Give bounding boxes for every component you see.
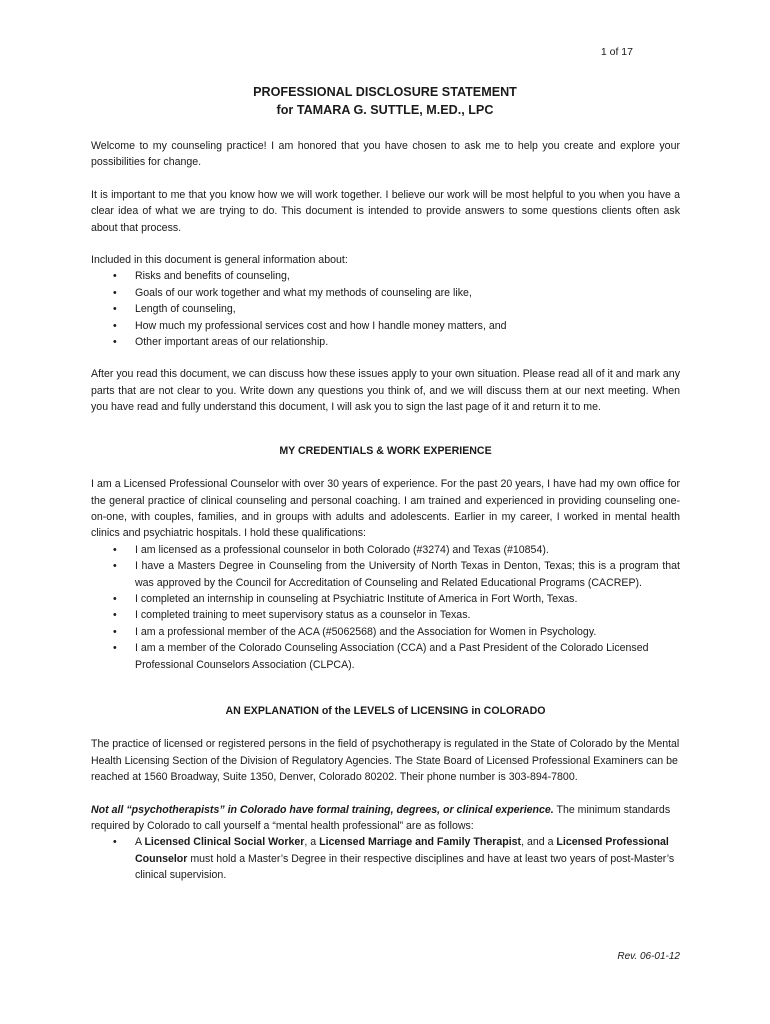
section-heading-licensing: AN EXPLANATION of the LEVELS of LICENSING in COLORADO <box>225 704 546 717</box>
bullet-icon: • <box>113 560 117 573</box>
emphasis-text: Not all “psychotherapists” in Colorado have formal training, degrees, or clinical experience. <box>91 803 554 816</box>
list-item: • Other important areas of our relationship. <box>91 334 680 350</box>
list-item: • I am a member of the Colorado Counseling Association (CCA) and a Past President of the Colorado Licensed Professional Counselors Association (CLPCA). <box>113 642 649 671</box>
list-item: • I completed training to meet supervisory status as a counselor in Texas. <box>91 607 680 623</box>
bullet-icon: • <box>113 336 117 349</box>
list-item: • I completed an internship in counseling at Psychiatric Institute of America in Fort Worth, Texas. <box>91 591 680 607</box>
credentials-list <box>91 542 680 673</box>
list-item: • I have a Masters Degree in Counseling from the University of North Texas in Denton, Texas; this is a program that was approved by the Council for Accreditation of Counseling and Related Educational Programs (CACREP). <box>113 560 680 589</box>
bullet-icon: • <box>113 303 117 316</box>
bullet-icon: • <box>113 625 117 638</box>
bullet-icon: • <box>113 642 117 655</box>
page-number: 1 of 17 <box>600 46 633 58</box>
bullet-icon: • <box>113 609 117 622</box>
bullet-icon: • <box>113 319 117 332</box>
list-item: • How much my professional services cost and how I handle money matters, and <box>91 318 680 334</box>
bullet-icon: • <box>113 543 117 556</box>
paragraph-not-all: Not all “psychotherapists” in Colorado have formal training, degrees, or clinical experience. The minimum standards required by Colorado to call yourself a “mental health professional” are as follows: <box>91 803 671 832</box>
paragraph-welcome: Welcome to my counseling practice! I am honored that you have chosen to ask me to help you create and explore your possibilities for change. <box>91 140 680 169</box>
document-body <box>91 138 680 884</box>
paragraph-practice: The practice of licensed or registered persons in the field of psychotherapy is regulated in the State of Colorado by the Mental Health Licensing Section of the Division of Regulatory Agencies. The State Board of Licensed Professional Examiners can be reached at 1560 Broadway, Suite 1350, Denver, Colorado 80202. Their phone number is 303-894-7800. <box>91 738 680 784</box>
bullet-icon: • <box>113 592 117 605</box>
bullet-icon: • <box>113 836 117 849</box>
bullet-icon: • <box>113 270 117 283</box>
standards-list <box>91 834 680 883</box>
bullet-icon: • <box>113 286 117 299</box>
paragraph-after: After you read this document, we can discuss how these issues apply to your own situation. Please read all of it and mark any parts that are not clear to you. Write down any questions you think of, and we will discuss them at our next meeting. When you have read and fully understand this document, I will ask you to sign the last page of it and return it to me. <box>91 368 680 414</box>
document-subtitle: for TAMARA G. SUTTLE, M.ED., LPC <box>276 103 494 117</box>
list-item: • Risks and benefits of counseling, <box>91 268 680 284</box>
paragraph-important: It is important to me that you know how we will work together. I believe our work will be most helpful to you when you have a clear idea of what we are trying to do. This document is intended to provide answers to some questions clients often ask about that process. <box>91 188 680 234</box>
paragraph-credentials: I am a Licensed Professional Counselor with over 30 years of experience. For the past 20 years, I have had my own office for the general practice of clinical counseling and personal coaching. I am trained and experienced in providing counseling one-on-one, with couples, families, and in groups with adults and adolescents. Earlier in my career, I worked in mental health clinics and psychiatric hospitals. I hold these qualifications: <box>91 478 680 540</box>
list-item: • Goals of our work together and what my methods of counseling are like, <box>91 285 680 301</box>
section-heading-credentials: MY CREDENTIALS & WORK EXPERIENCE <box>279 444 492 457</box>
list-item: • I am licensed as a professional counselor in both Colorado (#3274) and Texas (#10854). <box>91 542 680 558</box>
list-item: • I am a professional member of the ACA (#5062568) and the Association for Women in Psychology. <box>91 624 680 640</box>
list-item: • Length of counseling, <box>91 301 680 317</box>
revision-footer: Rev. 06-01-12 <box>617 951 680 962</box>
list-item: • A Licensed Clinical Social Worker, a Licensed Marriage and Family Therapist, and a Licensed Professional Counselor must hold a Master’s Degree in their respective disciplines and have at least two years of post-Master’s clinical supervision. <box>113 836 675 882</box>
paragraph-included: Included in this document is general information about: <box>91 254 348 267</box>
included-list <box>91 268 680 350</box>
document-title: PROFESSIONAL DISCLOSURE STATEMENT <box>253 85 517 99</box>
